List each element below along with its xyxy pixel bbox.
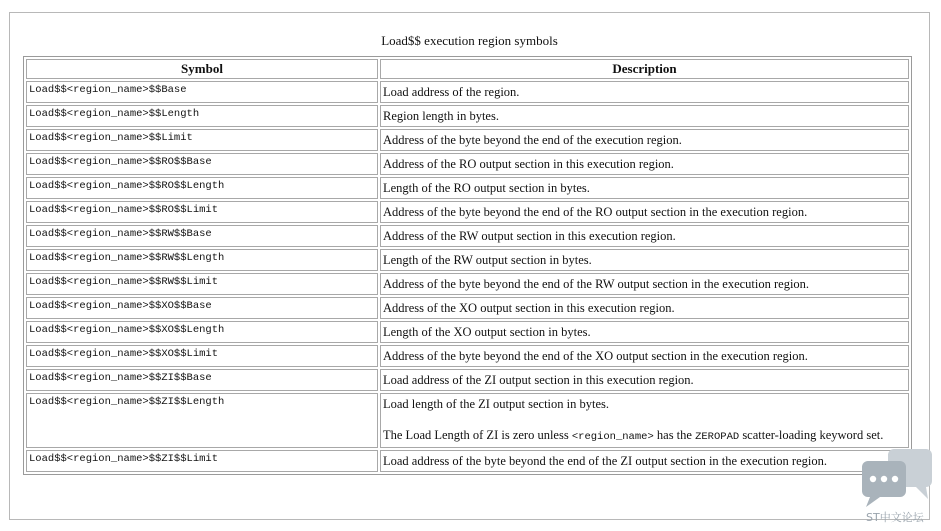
code-region-name: <region_name> [571, 431, 654, 443]
description-cell: Address of the byte beyond the end of the RO output section in the execution region. [380, 201, 909, 223]
watermark-text: ST中文论坛 [866, 511, 924, 524]
symbol-cell: Load$$<region_name>$$RO$$Limit [26, 201, 378, 223]
symbol-cell: Load$$<region_name>$$ZI$$Base [26, 369, 378, 391]
description-cell: Length of the XO output section in bytes. [380, 321, 909, 343]
text-fragment: The Load Length of ZI is zero unless [383, 428, 572, 442]
description-cell: Address of the byte beyond the end of the XO output section in the execution region. [380, 345, 909, 367]
table-row [26, 105, 909, 127]
symbols-table [23, 56, 912, 475]
description-cell: Address of the RO output section in this execution region. [380, 153, 909, 175]
code-zeropad: ZEROPAD [695, 431, 740, 443]
symbol-cell: Load$$<region_name>$$XO$$Limit [26, 345, 378, 367]
table-row [26, 81, 909, 103]
column-header-description: Description [380, 59, 909, 79]
table-row [26, 369, 909, 391]
symbol-cell: Load$$<region_name>$$Limit [26, 129, 378, 151]
description-cell [380, 393, 909, 448]
symbol-cell: Load$$<region_name>$$ZI$$Length [26, 393, 378, 448]
description-cell: Address of the byte beyond the end of the execution region. [380, 129, 909, 151]
description-cell: Length of the RO output section in bytes. [380, 177, 909, 199]
description-cell: Load address of the byte beyond the end of the ZI output section in the execution region. [380, 450, 909, 472]
table-row [26, 201, 909, 223]
table-row [26, 177, 909, 199]
description-line-1: Load length of the ZI output section in bytes. [383, 397, 609, 411]
description-cell: Load address of the region. [380, 81, 909, 103]
table-row [26, 321, 909, 343]
symbol-cell: Load$$<region_name>$$ZI$$Limit [26, 450, 378, 472]
symbol-cell: Load$$<region_name>$$RO$$Base [26, 153, 378, 175]
table-row-zi-limit [26, 450, 909, 472]
table-row [26, 249, 909, 271]
table-row [26, 345, 909, 367]
table-row [26, 129, 909, 151]
symbol-cell: Load$$<region_name>$$Base [26, 81, 378, 103]
symbol-cell: Load$$<region_name>$$XO$$Length [26, 321, 378, 343]
column-header-symbol: Symbol [26, 59, 378, 79]
table-row [26, 297, 909, 319]
symbol-cell: Load$$<region_name>$$XO$$Base [26, 297, 378, 319]
symbol-cell: Load$$<region_name>$$RO$$Length [26, 177, 378, 199]
table-row [26, 153, 909, 175]
description-cell: Address of the RW output section in this execution region. [380, 225, 909, 247]
symbol-cell: Load$$<region_name>$$RW$$Length [26, 249, 378, 271]
symbol-cell: Load$$<region_name>$$RW$$Base [26, 225, 378, 247]
symbol-cell: Load$$<region_name>$$RW$$Limit [26, 273, 378, 295]
description-line-2 [383, 427, 906, 446]
table-row-zi-length [26, 393, 909, 448]
table-row [26, 225, 909, 247]
description-cell: Load address of the ZI output section in this execution region. [380, 369, 909, 391]
symbol-cell: Load$$<region_name>$$Length [26, 105, 378, 127]
description-cell: Address of the byte beyond the end of the RW output section in the execution region. [380, 273, 909, 295]
description-cell: Region length in bytes. [380, 105, 909, 127]
table-caption: Load$$ execution region symbols [381, 33, 558, 48]
description-cell: Address of the XO output section in this execution region. [380, 297, 909, 319]
table-header-row [26, 59, 909, 79]
text-fragment: scatter-loading keyword set. [739, 428, 884, 442]
text-fragment: has the [653, 428, 696, 442]
description-cell: Length of the RW output section in bytes. [380, 249, 909, 271]
table-row [26, 273, 909, 295]
